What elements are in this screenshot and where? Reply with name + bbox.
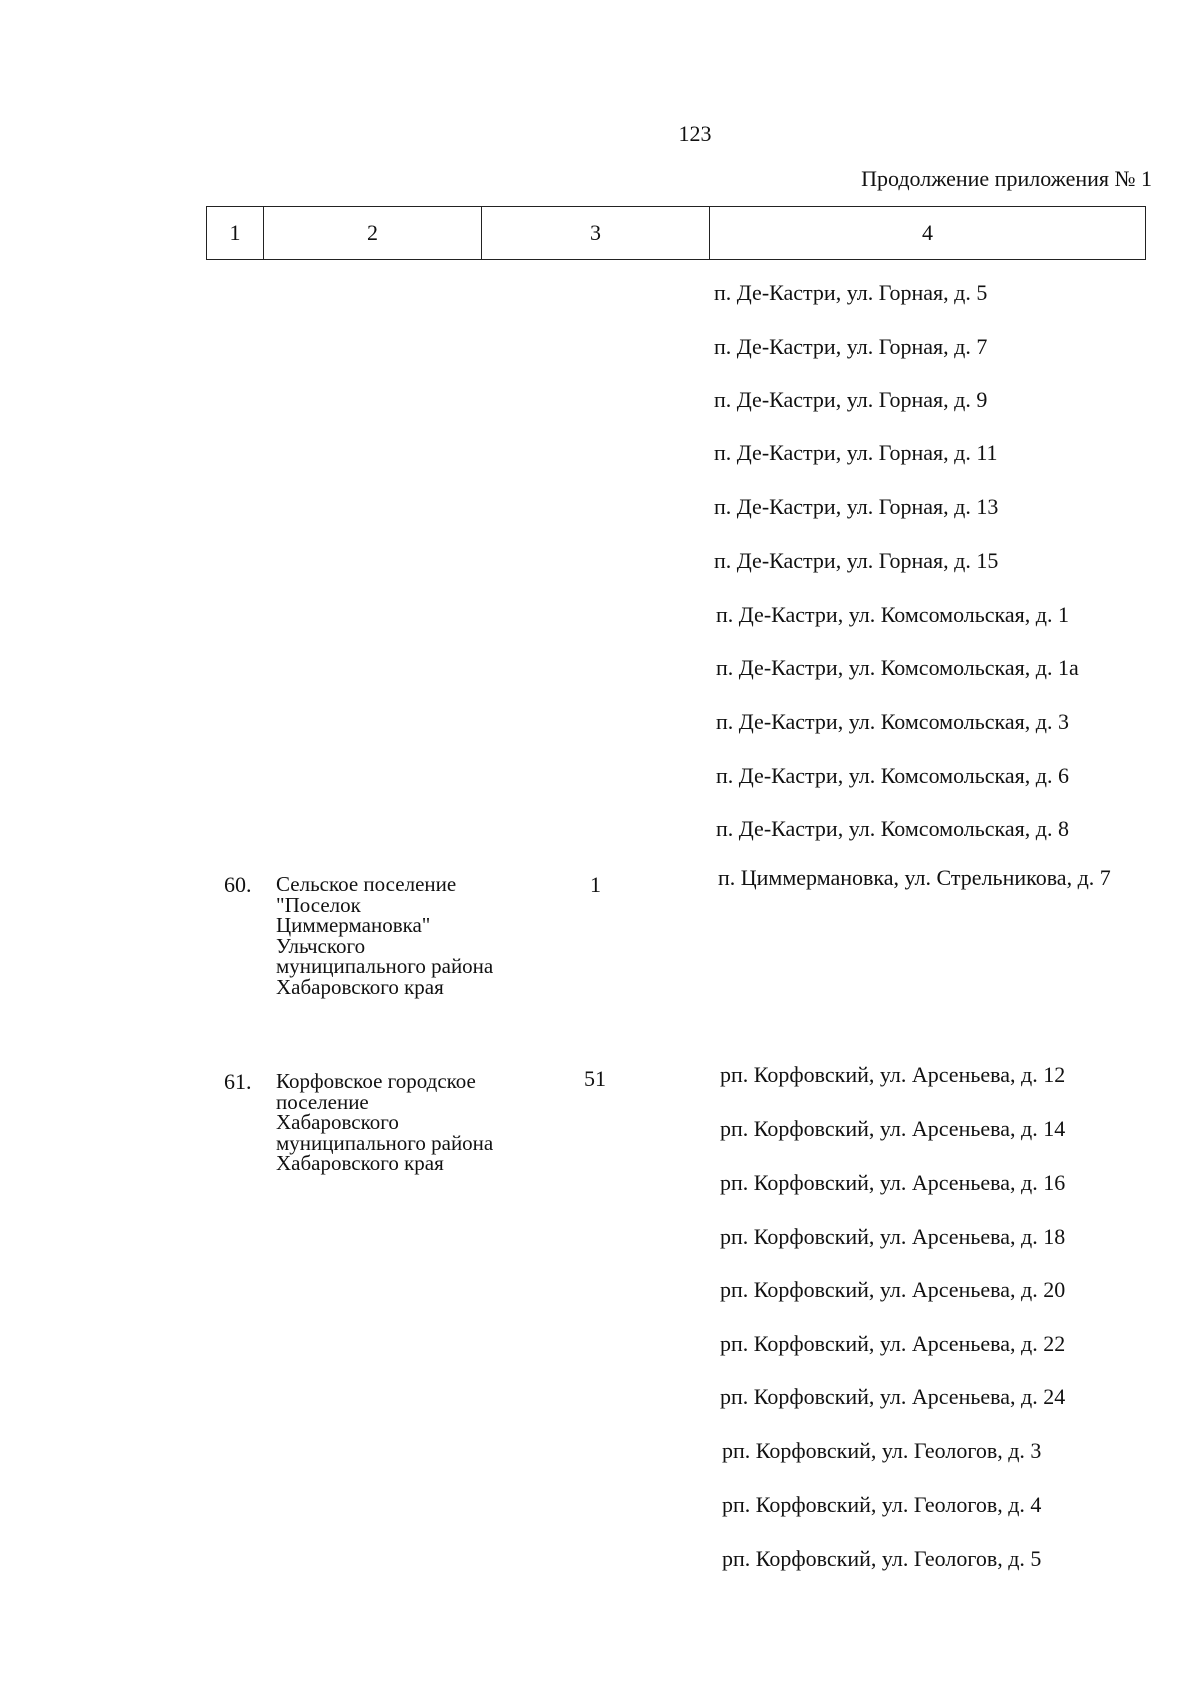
address-item: п. Де-Кастри, ул. Горная, д. 7 — [714, 334, 988, 359]
header-col-4: 4 — [922, 220, 933, 245]
address-item: рп. Корфовский, ул. Арсеньева, д. 16 — [720, 1170, 1066, 1195]
address-item: п. Де-Кастри, ул. Комсомольская, д. 1а — [716, 655, 1079, 680]
header-col-1: 1 — [207, 207, 264, 259]
address-item: п. Де-Кастри, ул. Горная, д. 11 — [714, 440, 998, 465]
address-item: п. Де-Кастри, ул. Комсомольская, д. 6 — [716, 763, 1069, 788]
building-count: 51 — [584, 1066, 606, 1091]
address-item: п. Де-Кастри, ул. Горная, д. 15 — [714, 548, 999, 573]
address-item: п. Де-Кастри, ул. Комсомольская, д. 3 — [716, 709, 1069, 734]
address-item: п. Де-Кастри, ул. Горная, д. 13 — [714, 494, 999, 519]
address-item: п. Де-Кастри, ул. Горная, д. 5 — [714, 280, 988, 305]
building-count: 1 — [590, 872, 601, 897]
address-item: п. Де-Кастри, ул. Горная, д. 9 — [714, 387, 988, 412]
header-col-2: 2 — [264, 207, 482, 259]
header-col-3: 3 — [482, 207, 710, 259]
address-item: рп. Корфовский, ул. Арсеньева, д. 24 — [720, 1384, 1066, 1409]
address-item: рп. Корфовский, ул. Арсеньева, д. 22 — [720, 1331, 1066, 1356]
municipality-name: Сельское поселение "Поселок Циммермановка" Ульчского муниципального района Хабаровского края — [276, 872, 494, 999]
address-item: п. Циммермановка, ул. Стрельникова, д. 7 — [718, 865, 1111, 890]
address-item: рп. Корфовский, ул. Геологов, д. 3 — [722, 1438, 1042, 1463]
municipality-name: Корфовское городское поселение Хабаровского муниципального района Хабаровского края — [276, 1069, 494, 1175]
row-number: 60. — [224, 872, 252, 897]
address-item: рп. Корфовский, ул. Геологов, д. 5 — [722, 1546, 1042, 1571]
page-number: 123 — [678, 121, 712, 146]
continuation-label: Продолжение приложения № 1 — [861, 166, 1152, 191]
address-item: рп. Корфовский, ул. Арсеньева, д. 14 — [720, 1116, 1066, 1141]
address-item: рп. Корфовский, ул. Арсеньева, д. 18 — [720, 1224, 1066, 1249]
address-item: рп. Корфовский, ул. Геологов, д. 4 — [722, 1492, 1042, 1517]
address-item: рп. Корфовский, ул. Арсеньева, д. 12 — [720, 1062, 1066, 1087]
row-number: 61. — [224, 1069, 252, 1094]
address-item: рп. Корфовский, ул. Арсеньева, д. 20 — [720, 1277, 1066, 1302]
address-item: п. Де-Кастри, ул. Комсомольская, д. 8 — [716, 816, 1069, 841]
table-header — [206, 206, 1146, 260]
address-item: п. Де-Кастри, ул. Комсомольская, д. 1 — [716, 602, 1069, 627]
